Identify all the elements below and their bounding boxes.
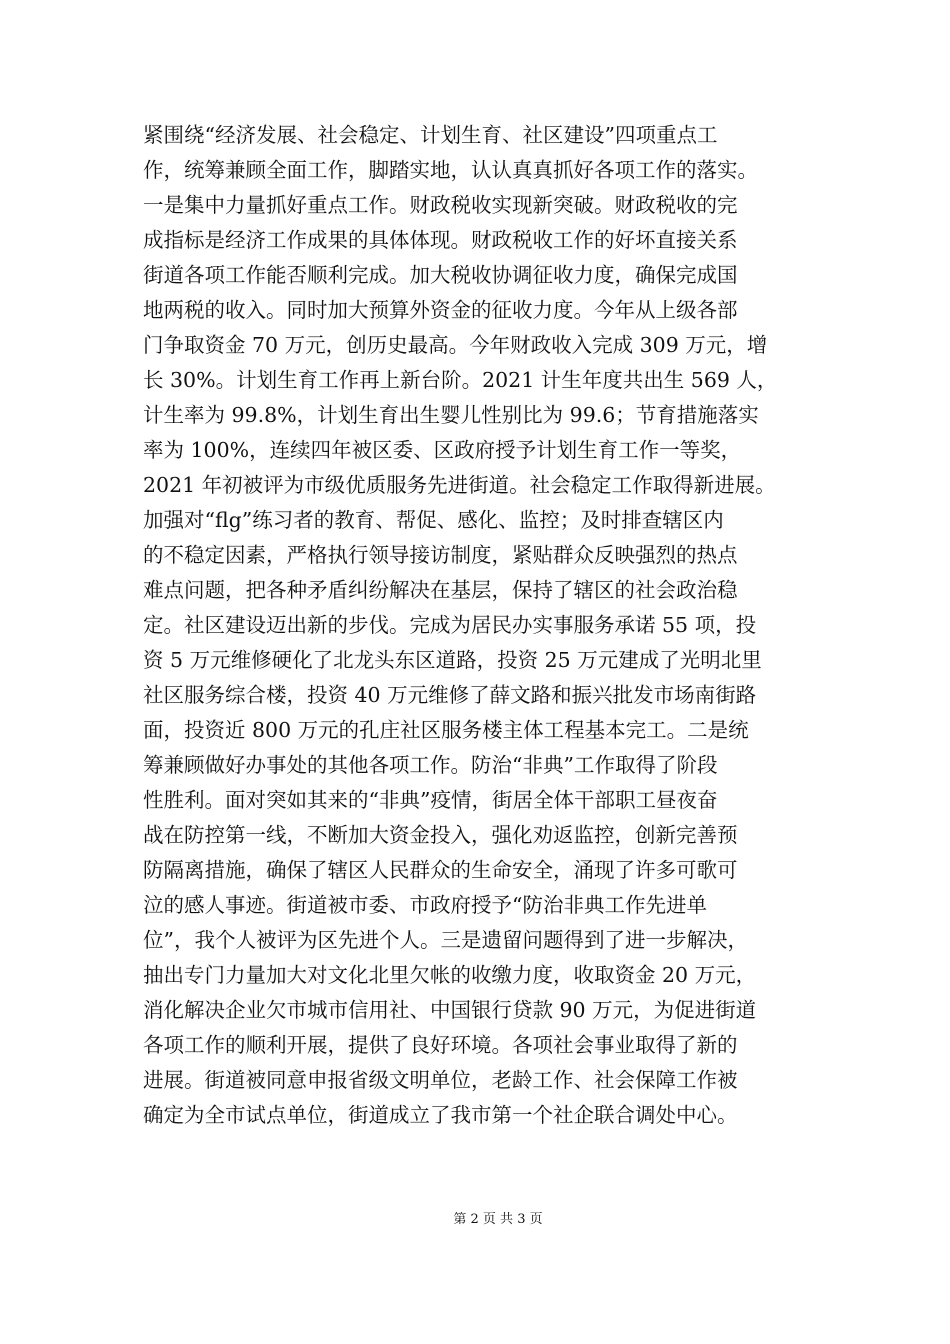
text-line: 长 30%。计划生育工作再上新台阶。2021 计生年度共出生 569 人， xyxy=(143,368,778,392)
text-line: 消化解决企业欠市城市信用社、中国银行贷款 90 万元，为促进街道 xyxy=(143,998,757,1022)
text-line: 街道各项工作能否顺利完成。加大税收协调征收力度，确保完成国 xyxy=(143,263,738,287)
text-line: 率为 100%，连续四年被区委、区政府授予计划生育工作一等奖， xyxy=(143,438,742,462)
text-line: 性胜利。面对突如其来的“非典”疫情，街居全体干部职工昼夜奋 xyxy=(143,788,718,812)
text-line: 位”，我个人被评为区先进个人。三是遗留问题得到了进一步解决， xyxy=(143,928,748,952)
text-line: 的不稳定因素，严格执行领导接访制度，紧贴群众反映强烈的热点 xyxy=(143,543,738,567)
text-line: 防隔离措施，确保了辖区人民群众的生命安全，涌现了许多可歌可 xyxy=(143,858,738,882)
text-line: 战在防控第一线，不断加大资金投入，强化劝返监控，创新完善预 xyxy=(143,823,738,847)
text-line: 计生率为 99.8%，计划生育出生婴儿性别比为 99.6；节育措施落实 xyxy=(143,403,759,427)
text-line: 定。社区建设迈出新的步伐。完成为居民办实事服务承诺 55 项，投 xyxy=(143,613,757,637)
text-line: 作，统筹兼顾全面工作，脚踏实地，认认真真抓好各项工作的落实。 xyxy=(143,158,758,182)
text-line: 面，投资近 800 万元的孔庄社区服务楼主体工程基本完工。二是统 xyxy=(143,718,749,742)
text-line: 加强对“flg”练习者的教育、帮促、感化、监控；及时排查辖区内 xyxy=(143,508,724,532)
text-line: 门争取资金 70 万元，创历史最高。今年财政收入完成 309 万元，增 xyxy=(143,333,768,357)
text-line: 泣的感人事迹。街道被市委、市政府授予“防治非典工作先进单 xyxy=(143,893,707,917)
text-line: 筹兼顾做好办事处的其他各项工作。防治“非典”工作取得了阶段 xyxy=(143,753,718,777)
text-line: 抽出专门力量加大对文化北里欠帐的收缴力度，收取资金 20 万元， xyxy=(143,963,757,987)
text-line: 进展。街道被同意申报省级文明单位，老龄工作、社会保障工作被 xyxy=(143,1068,738,1092)
body-text xyxy=(143,118,833,1133)
text-line: 确定为全市试点单位，街道成立了我市第一个社企联合调处中心。 xyxy=(143,1103,738,1127)
text-line: 地两税的收入。同时加大预算外资金的征收力度。今年从上级各部 xyxy=(143,298,738,322)
text-line: 资 5 万元维修硬化了北龙头东区道路，投资 25 万元建成了光明北里 xyxy=(143,648,762,672)
text-line: 各项工作的顺利开展，提供了良好环境。各项社会事业取得了新的 xyxy=(143,1033,738,1057)
text-line: 2021 年初被评为市级优质服务先进街道。社会稳定工作取得新进展。 xyxy=(143,473,776,497)
text-line: 社区服务综合楼，投资 40 万元维修了薛文路和振兴批发市场南街路 xyxy=(143,683,757,707)
page-number-footer: 第 2 页 共 3 页 xyxy=(453,1212,543,1227)
text-line: 成指标是经济工作成果的具体体现。财政税收工作的好坏直接关系 xyxy=(143,228,738,252)
text-line: 难点问题，把各种矛盾纠纷解决在基层，保持了辖区的社会政治稳 xyxy=(143,578,738,602)
text-line: 紧围绕“经济发展、社会稳定、计划生育、社区建设”四项重点工 xyxy=(143,123,718,147)
text-line: 一是集中力量抓好重点工作。财政税收实现新突破。财政税收的完 xyxy=(143,193,738,217)
